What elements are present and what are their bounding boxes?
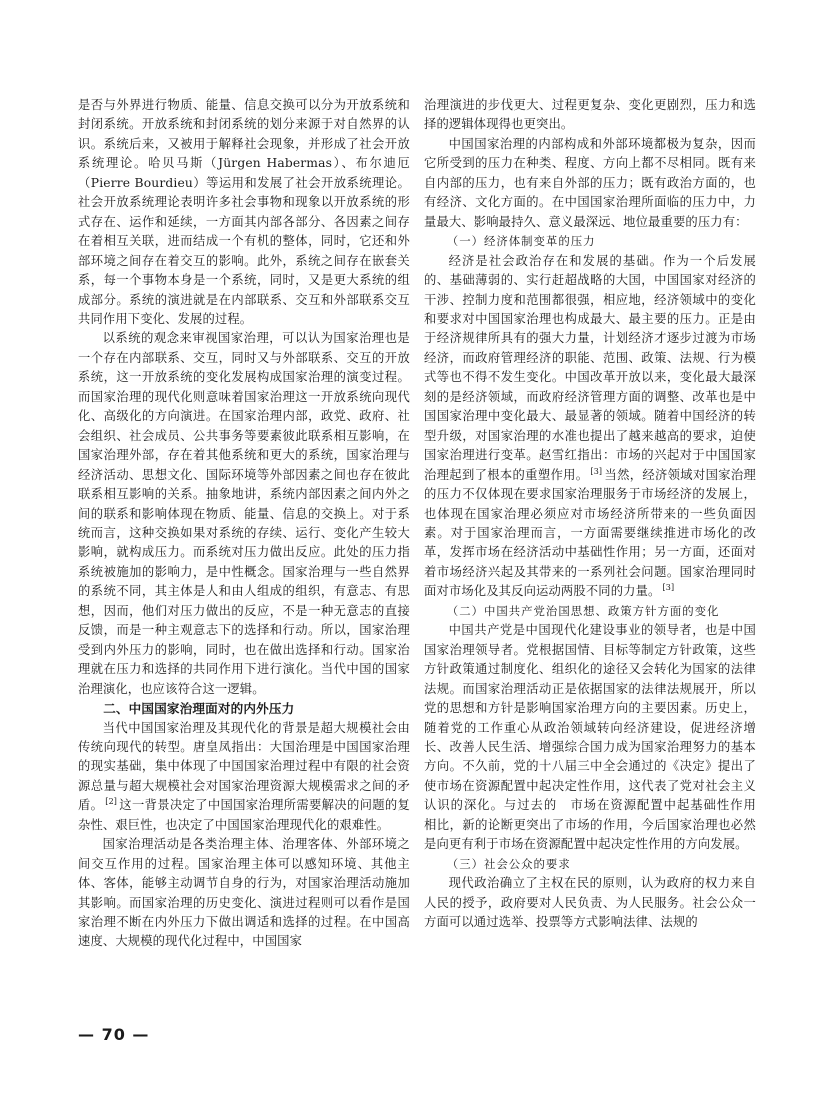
subheading-party-policy: （二）中国共产党治国思想、政策方针方面的变化 [446,603,720,618]
paragraph-open-systems: 是否与外界进行物质、能量、信息交换可以分为开放系统和封闭系统。开放系统和封闭系统的划分来源于对自然界的认识。系统后来，又被用于解释社会现象，并形成了社会开放系统理论。哈贝马斯（Jürgen Habermas）、布尔迪厄（Pierre Bourdieu）等运用和发展了社会开放系统理论。社会开放系统理论表明许多社会事物和现象以开放系统的形式存在、运作和延续，一方面其内部各部分、各因素之间存在着相互关联，进而结成一个有机的整体，同时，它还和外部环境之间存在着交互的影响。此外，系统之间存在嵌套关系，每一个事物本身是一个系统，同时，又是更大系统的组成部分。系统的演进就是在内部联系、交互和外部联系交互共同作用下变化、发展的过程。 [78,98,410,326]
paragraph-system-view: 以系统的观念来审视国家治理，可以认为国家治理也是一个存在内部联系、交互，同时又与外部联系、交互的开放系统，这一开放系统的变化发展构成国家治理的演变过程。而国家治理的现代化则意味着国家治理这一开放系统向现代化、高级化的方向演进。在国家治理内部，政党、政府、社会组织、社会成员、公共事务等要素彼此联系相互影响，在国家治理外部，存在着其他系统和更大的系统，国家治理与经济活动、思想文化、国际环境等外部因素之间也存在彼此联系相互影响的关系。抽象地讲，系统内部因素之间内外之间的联系和影响体现在物质、能量、信息的交换上。对于系统而言，这种交换如果对系统的存续、运行、变化产生较大影响，就构成压力。而系统对压力做出反应。此处的压力指系统被施加的影响力，是中性概念。国家治理与一些自然界的系统不同，其主体是人和由人组成的组织，有意志、有思想，因而，他们对压力做出的反应，不是一种无意志的直接反馈，而是一种主观意志下的选择和行动。所以，国家治理受到内外压力的影响，同时，也在做出选择和行动。国家治理就在压力和选择的共同作用下进行演化。当代中国的国家治理演化，也应该符合这一逻辑。 [78,331,410,696]
subheading-public-demands: （三）社会公众的要求 [446,856,571,871]
paragraph-pressure-types: 中国国家治理的内部构成和外部环境都极为复杂，因而它所受到的压力在种类、程度、方向上都不尽相同。既有来自内部的压力，也有来自外部的压力；既有政治方面的，也有经济、文化方面的。在中国国家治理所面临的压力中，力量最大、影响最持久、意义最深远、地位最重要的压力有： [424,136,756,229]
paragraph-economy [424,252,756,602]
paragraph-public: 现代政治确立了主权在民的原则，认为政府的权力来自人民的授予，政府要对人民负责、为人民服务。社会公众一方面可以通过选举、投票等方式影响法律、法规的 [424,876,756,930]
paragraph-text: 当代中国国家治理及其现代化的背景是超大规模社会由传统向现代的转型。唐皇凤指出：大国治理是中国国家治理的现实基础，集中体现了中国国家治理过程中有限的社会资源总量与超大规模社会对国家治理资源大规模需求之间的矛盾。 [78,720,410,813]
subheading-economic-reform: （一）经济体制变革的压力 [446,234,596,249]
section-heading-pressures: 二、中国国家治理面对的内外压力 [103,701,295,717]
citation-ref: [2] [105,797,118,807]
paragraph-continuation: 治理演进的步伐更大、过程更复杂、变化更剧烈，压力和选择的逻辑体现得也更突出。 [424,98,756,132]
citation-ref: [3] [662,583,675,593]
paragraph-text: 当然，经济领域对国家治理的压力不仅体现在要求国家治理服务于市场经济的发展上，也体现在国家治理必须应对市场经济所带来的一些负面因素。对于国家治理而言，一方面需要继续推进市场化的改革，发挥市场在经济活动中基础性作用；另一方面，还面对着市场经济兴起及其带来的一系列社会问题。国家治理同时面对市场化及其反向运动两股不同的力量。 [424,467,756,599]
paragraph-text: 经济是社会政治存在和发展的基础。作为一个后发展的、基础薄弱的、实行赶超战略的大国，中国国家对经济的干涉、控制力度和范围都很强，相应地，经济领域中的变化和要求对中国国家治理也构成最大、最主要的压力。正是由于经济规律所具有的强大力量，计划经济才逐步过渡为市场经济，而政府管理经济的职能、范围、政策、法规、行为模式等也不得不发生变化。中国改革开放以来，变化最大最深刻的是经济领域，而政府经济管理方面的调整、改革也是中国国家治理中变化最大、最显著的领域。随着中国经济的转型升级，对国家治理的水准也提出了越来越高的要求，迫使国家治理进行变革。赵雪红指出：市场的兴起对于中国国家治理起到了根本的重塑作用。 [424,253,756,482]
paragraph-background [78,719,410,836]
paragraph-party: 中国共产党是中国现代化建设事业的领导者，也是中国国家治理领导者。党根据国情、目标等制定方针政策，这些方针政策通过制度化、组织化的途径又会转化为国家的法律法规。而国家治理活动正是依据国家的法律法规展开，所以党的思想和方针是影响国家治理方向的主要因素。历史上，随着党的工作重心从政治领域转向经济建设，促进经济增长、改善人民生活、增强综合国力成为国家治理努力的基本方向。不久前，党的十八届三中全会通过的《决定》提出了 使市场在资源配置中起决定性作用，这代表了党对社会主义认识的深化。与过去的 市场在资源配置中起基础性作用 相比，新的论断更突出了市场的作用，今后国家治理也必然是向更有利于市场在资源配置中起决定性作用的方向发展。 [424,623,769,852]
citation-ref: [3] [590,466,603,476]
paragraph-governance-activity: 国家治理活动是各类治理主体、治理客体、外部环境之间交互作用的过程。国家治理主体可以感知环境、其他主体、客体，能够主动调节自身的行为，对国家治理活动施加其影响。而国家治理的历史变化、演进过程则可以看作是国家治理不断在内外压力下做出调适和选择的过程。在中国高速度、大规模的现代化过程中，中国国家 [78,837,410,949]
page-number: — 70 — [78,1025,150,1044]
left-column [78,96,410,952]
right-column [424,96,769,932]
paragraph-text: 这一背景决定了中国国家治理所需要解决的问题的复杂性、艰巨性，也决定了中国国家治理现代化的艰难性。 [78,798,410,832]
